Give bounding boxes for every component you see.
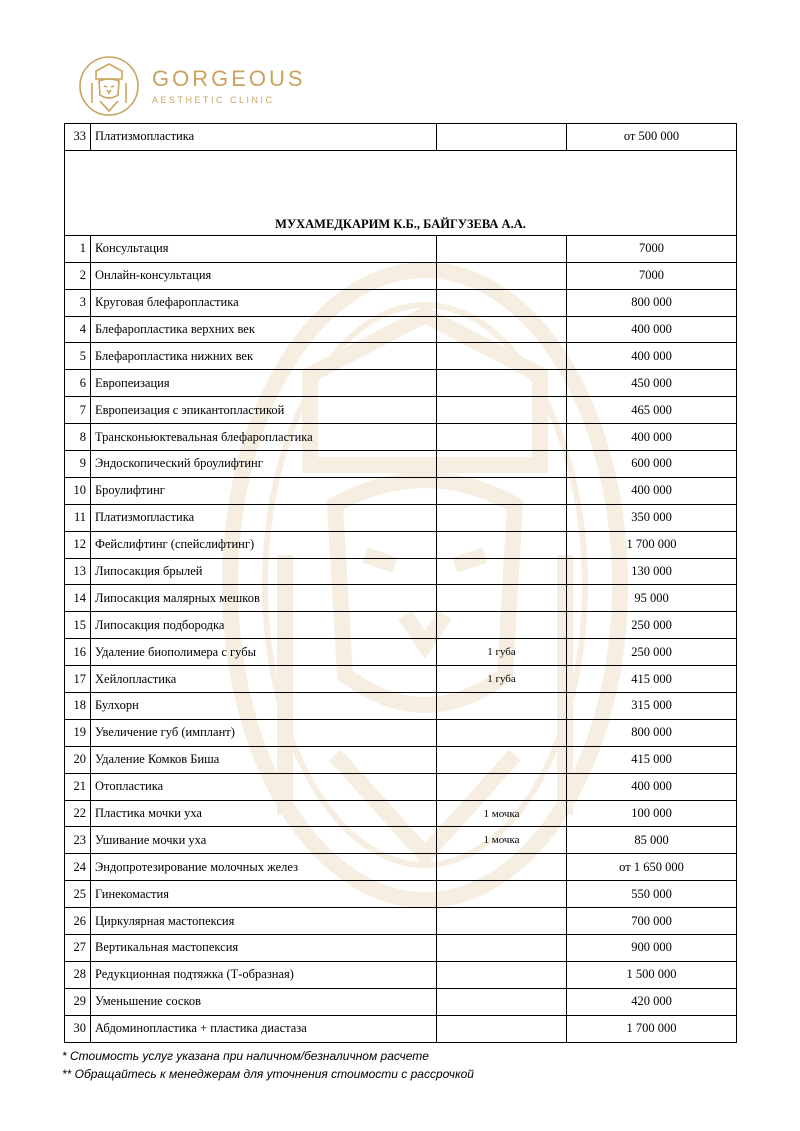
row-number: 1 (65, 235, 91, 262)
service-note: 1 мочка (437, 800, 567, 827)
service-note (437, 451, 567, 478)
service-price: 85 000 (567, 827, 737, 854)
service-note (437, 343, 567, 370)
service-price: 250 000 (567, 612, 737, 639)
service-note: 1 губа (437, 666, 567, 693)
service-price: 415 000 (567, 666, 737, 693)
table-row (65, 827, 737, 854)
brand-block (152, 67, 306, 105)
service-price: 7000 (567, 262, 737, 289)
section-header-row (65, 150, 737, 235)
table-row (65, 289, 737, 316)
row-number: 27 (65, 935, 91, 962)
service-note (437, 746, 567, 773)
table-row (65, 693, 737, 720)
table-row (65, 124, 737, 151)
service-price: 400 000 (567, 477, 737, 504)
service-price: 900 000 (567, 935, 737, 962)
service-name: Платизмопластика (91, 504, 437, 531)
row-number: 6 (65, 370, 91, 397)
table-row (65, 531, 737, 558)
row-number: 7 (65, 397, 91, 424)
row-number: 15 (65, 612, 91, 639)
service-price: 400 000 (567, 424, 737, 451)
service-note (437, 531, 567, 558)
table-row (65, 262, 737, 289)
service-note (437, 262, 567, 289)
service-note (437, 881, 567, 908)
service-name: Блефаропластика нижних век (91, 343, 437, 370)
table-row (65, 1015, 737, 1042)
footnotes (62, 1047, 474, 1083)
service-name: Вертикальная мастопексия (91, 935, 437, 962)
service-price: 800 000 (567, 289, 737, 316)
service-note (437, 854, 567, 881)
service-price: 350 000 (567, 504, 737, 531)
table-row (65, 961, 737, 988)
service-note (437, 124, 567, 151)
service-price: 7000 (567, 235, 737, 262)
service-price: 95 000 (567, 585, 737, 612)
table-row (65, 773, 737, 800)
service-note (437, 693, 567, 720)
service-note (437, 477, 567, 504)
service-name: Уменьшение сосков (91, 988, 437, 1015)
row-number: 33 (65, 124, 91, 151)
service-price: 450 000 (567, 370, 737, 397)
service-name: Липосакция подбородка (91, 612, 437, 639)
service-name: Отопластика (91, 773, 437, 800)
row-number: 30 (65, 1015, 91, 1042)
table-row (65, 424, 737, 451)
service-note (437, 773, 567, 800)
service-name: Удаление Комков Биша (91, 746, 437, 773)
table-row (65, 370, 737, 397)
service-price: 315 000 (567, 693, 737, 720)
service-price: 415 000 (567, 746, 737, 773)
service-name: Циркулярная мастопексия (91, 908, 437, 935)
row-number: 28 (65, 961, 91, 988)
row-number: 29 (65, 988, 91, 1015)
service-note (437, 988, 567, 1015)
table-row (65, 343, 737, 370)
service-name: Трансконьюктевальная блефаропластика (91, 424, 437, 451)
table-row (65, 235, 737, 262)
service-price: 465 000 (567, 397, 737, 424)
footnote-installment: ** Обращайтесь к менеджерам для уточнения стоимости с рассрочкой (62, 1067, 474, 1081)
service-note (437, 504, 567, 531)
row-number: 21 (65, 773, 91, 800)
row-number: 19 (65, 719, 91, 746)
service-price: 400 000 (567, 343, 737, 370)
table-row (65, 854, 737, 881)
service-note (437, 424, 567, 451)
row-number: 26 (65, 908, 91, 935)
row-number: 23 (65, 827, 91, 854)
service-name: Хейлопластика (91, 666, 437, 693)
service-name: Эндопротезирование молочных желез (91, 854, 437, 881)
service-note (437, 719, 567, 746)
service-note (437, 558, 567, 585)
row-number: 8 (65, 424, 91, 451)
service-name: Консультация (91, 235, 437, 262)
service-name: Онлайн-консультация (91, 262, 437, 289)
table-row (65, 881, 737, 908)
table-row (65, 316, 737, 343)
row-number: 3 (65, 289, 91, 316)
service-name: Липосакция брылей (91, 558, 437, 585)
pharaoh-emblem-icon (78, 55, 140, 117)
service-note: 1 губа (437, 639, 567, 666)
service-note (437, 370, 567, 397)
service-price: 600 000 (567, 451, 737, 478)
service-price: от 1 650 000 (567, 854, 737, 881)
service-price: 550 000 (567, 881, 737, 908)
table-row (65, 988, 737, 1015)
service-note (437, 1015, 567, 1042)
service-name: Увеличение губ (имплант) (91, 719, 437, 746)
service-price: 400 000 (567, 773, 737, 800)
section-title: МУХАМЕДКАРИМ К.Б., БАЙГУЗЕВА А.А. (65, 150, 737, 235)
row-number: 16 (65, 639, 91, 666)
row-number: 4 (65, 316, 91, 343)
service-price: 400 000 (567, 316, 737, 343)
price-table (64, 123, 737, 1043)
table-row (65, 666, 737, 693)
service-price: 1 500 000 (567, 961, 737, 988)
row-number: 20 (65, 746, 91, 773)
service-name: Удаление биополимера с губы (91, 639, 437, 666)
table-row (65, 451, 737, 478)
service-price: от 500 000 (567, 124, 737, 151)
row-number: 13 (65, 558, 91, 585)
service-note (437, 235, 567, 262)
row-number: 9 (65, 451, 91, 478)
service-note (437, 585, 567, 612)
table-row (65, 746, 737, 773)
row-number: 14 (65, 585, 91, 612)
table-row (65, 719, 737, 746)
clinic-logo (78, 55, 306, 117)
service-name: Эндоскопический броулифтинг (91, 451, 437, 478)
service-name: Блефаропластика верхних век (91, 316, 437, 343)
service-price: 1 700 000 (567, 531, 737, 558)
row-number: 18 (65, 693, 91, 720)
service-note (437, 961, 567, 988)
row-number: 24 (65, 854, 91, 881)
service-name: Гинекомастия (91, 881, 437, 908)
row-number: 12 (65, 531, 91, 558)
row-number: 5 (65, 343, 91, 370)
service-note (437, 289, 567, 316)
table-row (65, 908, 737, 935)
service-name: Пластика мочки уха (91, 800, 437, 827)
service-name: Редукционная подтяжка (Т-образная) (91, 961, 437, 988)
table-row (65, 612, 737, 639)
service-name: Абдоминопластика + пластика диастаза (91, 1015, 437, 1042)
service-price: 250 000 (567, 639, 737, 666)
table-row (65, 935, 737, 962)
row-number: 2 (65, 262, 91, 289)
service-note (437, 316, 567, 343)
table-row (65, 504, 737, 531)
service-name: Ушивание мочки уха (91, 827, 437, 854)
table-row (65, 800, 737, 827)
service-note (437, 612, 567, 639)
service-price: 1 700 000 (567, 1015, 737, 1042)
row-number: 10 (65, 477, 91, 504)
service-note (437, 908, 567, 935)
service-name: Европеизация с эпикантопластикой (91, 397, 437, 424)
service-note: 1 мочка (437, 827, 567, 854)
brand-name: GORGEOUS (152, 66, 306, 91)
service-note (437, 935, 567, 962)
service-name: Булхорн (91, 693, 437, 720)
service-price: 130 000 (567, 558, 737, 585)
service-note (437, 397, 567, 424)
service-name: Липосакция малярных мешков (91, 585, 437, 612)
table-row (65, 397, 737, 424)
row-number: 17 (65, 666, 91, 693)
table-row (65, 585, 737, 612)
brand-subtitle: AESTHETIC CLINIC (152, 95, 275, 105)
table-row (65, 477, 737, 504)
service-name: Броулифтинг (91, 477, 437, 504)
service-price: 420 000 (567, 988, 737, 1015)
row-number: 11 (65, 504, 91, 531)
service-name: Платизмопластика (91, 124, 437, 151)
service-name: Круговая блефаропластика (91, 289, 437, 316)
service-name: Европеизация (91, 370, 437, 397)
service-price: 800 000 (567, 719, 737, 746)
service-price: 100 000 (567, 800, 737, 827)
footnote-payment: * Стоимость услуг указана при наличном/безналичном расчете (62, 1049, 429, 1063)
table-row (65, 558, 737, 585)
row-number: 25 (65, 881, 91, 908)
service-price: 700 000 (567, 908, 737, 935)
service-name: Фейслифтинг (спейслифтинг) (91, 531, 437, 558)
row-number: 22 (65, 800, 91, 827)
table-row (65, 639, 737, 666)
